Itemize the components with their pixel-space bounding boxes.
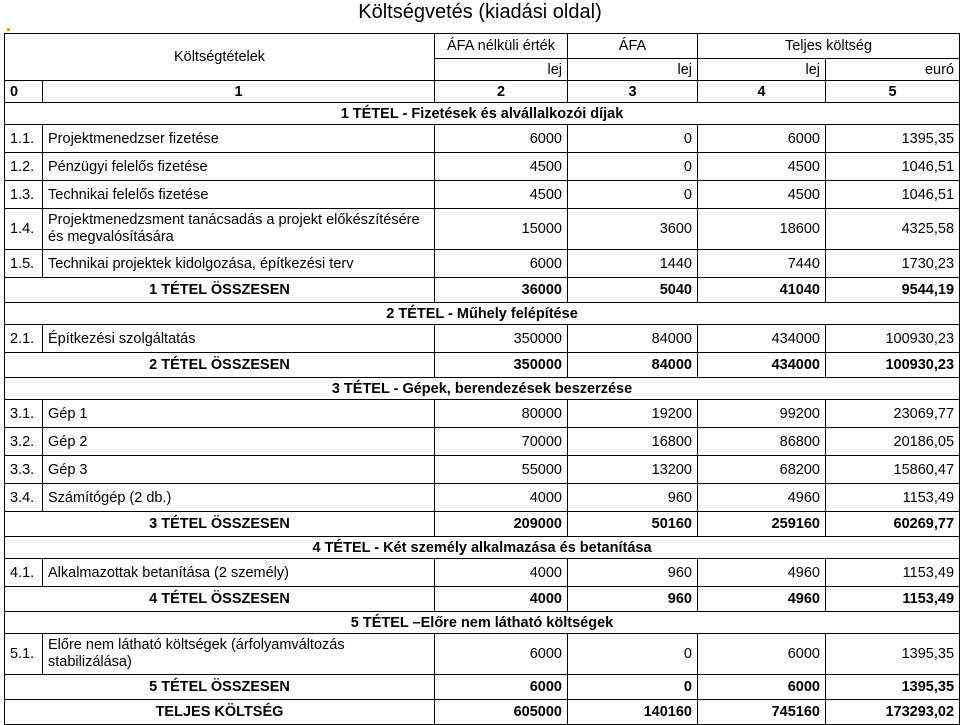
total-euro: 100930,23 (826, 353, 960, 378)
unit-euro: euró (826, 59, 960, 81)
total-net: 36000 (435, 278, 568, 303)
section-header-row (5, 303, 960, 325)
item-vat: 3600 (568, 209, 698, 250)
total-euro: 1153,49 (826, 587, 960, 612)
page-title: Költségvetés (kiadási oldal) (358, 1, 602, 23)
section-header-row (5, 537, 960, 559)
table-row (5, 181, 960, 209)
item-vat: 0 (568, 634, 698, 675)
item-total: 4960 (698, 559, 826, 587)
total-vat: 5040 (568, 278, 698, 303)
index-cell: 4 (698, 81, 826, 103)
table-row (5, 428, 960, 456)
section-total-row (5, 512, 960, 537)
item-vat: 19200 (568, 400, 698, 428)
total-total: 745160 (698, 700, 826, 725)
index-cell: 3 (568, 81, 698, 103)
item-net: 4500 (435, 153, 568, 181)
item-euro: 1395,35 (826, 634, 960, 675)
item-number: 3.2. (5, 428, 43, 456)
item-name: Technikai felelős fizetése (43, 181, 435, 209)
item-total: 18600 (698, 209, 826, 250)
unit-total: lej (698, 59, 826, 81)
total-label: TELJES KÖLTSÉG (5, 700, 435, 725)
item-name: Gép 1 (43, 400, 435, 428)
budget-table (4, 33, 960, 725)
item-net: 6000 (435, 250, 568, 278)
section-title: 4 TÉTEL - Két személy alkalmazása és betanítása (5, 537, 960, 559)
total-net: 605000 (435, 700, 568, 725)
header-total: Teljes költség (698, 34, 960, 59)
total-label: 4 TÉTEL ÖSSZESEN (5, 587, 435, 612)
item-total: 86800 (698, 428, 826, 456)
total-net: 4000 (435, 587, 568, 612)
section-title: 2 TÉTEL - Műhely felépítése (5, 303, 960, 325)
index-cell: 0 (5, 81, 43, 103)
item-number: 3.3. (5, 456, 43, 484)
item-vat: 960 (568, 484, 698, 512)
item-total: 434000 (698, 325, 826, 353)
table-row (5, 325, 960, 353)
section-total-row (5, 675, 960, 700)
item-total: 6000 (698, 634, 826, 675)
header-vat: ÁFA (568, 34, 698, 59)
table-row (5, 400, 960, 428)
table-row (5, 484, 960, 512)
section-total-row (5, 353, 960, 378)
section-total-row (5, 278, 960, 303)
item-net: 6000 (435, 125, 568, 153)
item-number: 1.4. (5, 209, 43, 250)
item-vat: 13200 (568, 456, 698, 484)
cell-marker (7, 28, 10, 31)
item-name: Építkezési szolgáltatás (43, 325, 435, 353)
item-net: 350000 (435, 325, 568, 353)
section-title: 3 TÉTEL - Gépek, berendezések beszerzése (5, 378, 960, 400)
section-header-row (5, 378, 960, 400)
table-row (5, 456, 960, 484)
item-number: 1.1. (5, 125, 43, 153)
total-euro: 173293,02 (826, 700, 960, 725)
item-vat: 16800 (568, 428, 698, 456)
header-item: Költségtételek (5, 34, 435, 81)
total-net: 209000 (435, 512, 568, 537)
item-name: Számítógép (2 db.) (43, 484, 435, 512)
item-total: 99200 (698, 400, 826, 428)
total-net: 6000 (435, 675, 568, 700)
total-vat: 50160 (568, 512, 698, 537)
index-cell: 1 (43, 81, 435, 103)
section-header-row (5, 612, 960, 634)
header-row (5, 34, 960, 59)
item-total: 4500 (698, 181, 826, 209)
item-number: 3.1. (5, 400, 43, 428)
total-total: 41040 (698, 278, 826, 303)
total-total: 259160 (698, 512, 826, 537)
item-total: 68200 (698, 456, 826, 484)
total-label: 1 TÉTEL ÖSSZESEN (5, 278, 435, 303)
total-vat: 0 (568, 675, 698, 700)
item-net: 80000 (435, 400, 568, 428)
item-vat: 84000 (568, 325, 698, 353)
total-total: 434000 (698, 353, 826, 378)
section-total-row (5, 587, 960, 612)
item-euro: 1395,35 (826, 125, 960, 153)
table-row (5, 250, 960, 278)
item-euro: 1153,49 (826, 559, 960, 587)
item-net: 15000 (435, 209, 568, 250)
item-number: 4.1. (5, 559, 43, 587)
item-name: Előre nem látható költségek (árfolyamváltozás stabilizálása) (43, 634, 435, 675)
item-number: 2.1. (5, 325, 43, 353)
table-row (5, 125, 960, 153)
item-name: Alkalmazottak betanítása (2 személy) (43, 559, 435, 587)
item-net: 4500 (435, 181, 568, 209)
item-net: 4000 (435, 484, 568, 512)
item-euro: 1046,51 (826, 153, 960, 181)
item-vat: 0 (568, 125, 698, 153)
item-vat: 1440 (568, 250, 698, 278)
item-euro: 1730,23 (826, 250, 960, 278)
item-euro: 1153,49 (826, 484, 960, 512)
total-vat: 960 (568, 587, 698, 612)
total-total: 4960 (698, 587, 826, 612)
table-row (5, 153, 960, 181)
section-header-row (5, 103, 960, 125)
item-total: 4500 (698, 153, 826, 181)
header-net: ÁFA nélküli érték (435, 34, 568, 59)
total-vat: 84000 (568, 353, 698, 378)
item-euro: 100930,23 (826, 325, 960, 353)
table-row (5, 209, 960, 250)
total-net: 350000 (435, 353, 568, 378)
total-euro: 9544,19 (826, 278, 960, 303)
item-name: Projektmenedzser fizetése (43, 125, 435, 153)
unit-net: lej (435, 59, 568, 81)
total-euro: 1395,35 (826, 675, 960, 700)
item-euro: 4325,58 (826, 209, 960, 250)
item-euro: 20186,05 (826, 428, 960, 456)
item-euro: 1046,51 (826, 181, 960, 209)
total-euro: 60269,77 (826, 512, 960, 537)
item-total: 4960 (698, 484, 826, 512)
item-vat: 0 (568, 153, 698, 181)
item-number: 3.4. (5, 484, 43, 512)
section-title: 1 TÉTEL - Fizetések és alvállalkozói díjak (5, 103, 960, 125)
item-total: 7440 (698, 250, 826, 278)
item-name: Projektmenedzsment tanácsadás a projekt előkészítésére és megvalósítására (43, 209, 435, 250)
item-euro: 23069,77 (826, 400, 960, 428)
table-row (5, 559, 960, 587)
table-row (5, 634, 960, 675)
item-net: 6000 (435, 634, 568, 675)
index-cell: 5 (826, 81, 960, 103)
item-name: Gép 2 (43, 428, 435, 456)
item-net: 4000 (435, 559, 568, 587)
item-number: 1.2. (5, 153, 43, 181)
unit-vat: lej (568, 59, 698, 81)
item-net: 55000 (435, 456, 568, 484)
item-number: 1.3. (5, 181, 43, 209)
total-label: 5 TÉTEL ÖSSZESEN (5, 675, 435, 700)
item-name: Technikai projektek kidolgozása, építkezési terv (43, 250, 435, 278)
section-title: 5 TÉTEL –Előre nem látható költségek (5, 612, 960, 634)
item-vat: 0 (568, 181, 698, 209)
item-net: 70000 (435, 428, 568, 456)
index-cell: 2 (435, 81, 568, 103)
item-name: Pénzügyi felelős fizetése (43, 153, 435, 181)
index-row (5, 81, 960, 103)
item-vat: 960 (568, 559, 698, 587)
item-name: Gép 3 (43, 456, 435, 484)
item-euro: 15860,47 (826, 456, 960, 484)
grand-total-row (5, 700, 960, 725)
item-total: 6000 (698, 125, 826, 153)
total-label: 2 TÉTEL ÖSSZESEN (5, 353, 435, 378)
total-label: 3 TÉTEL ÖSSZESEN (5, 512, 435, 537)
total-vat: 140160 (568, 700, 698, 725)
total-total: 6000 (698, 675, 826, 700)
item-number: 1.5. (5, 250, 43, 278)
item-number: 5.1. (5, 634, 43, 675)
